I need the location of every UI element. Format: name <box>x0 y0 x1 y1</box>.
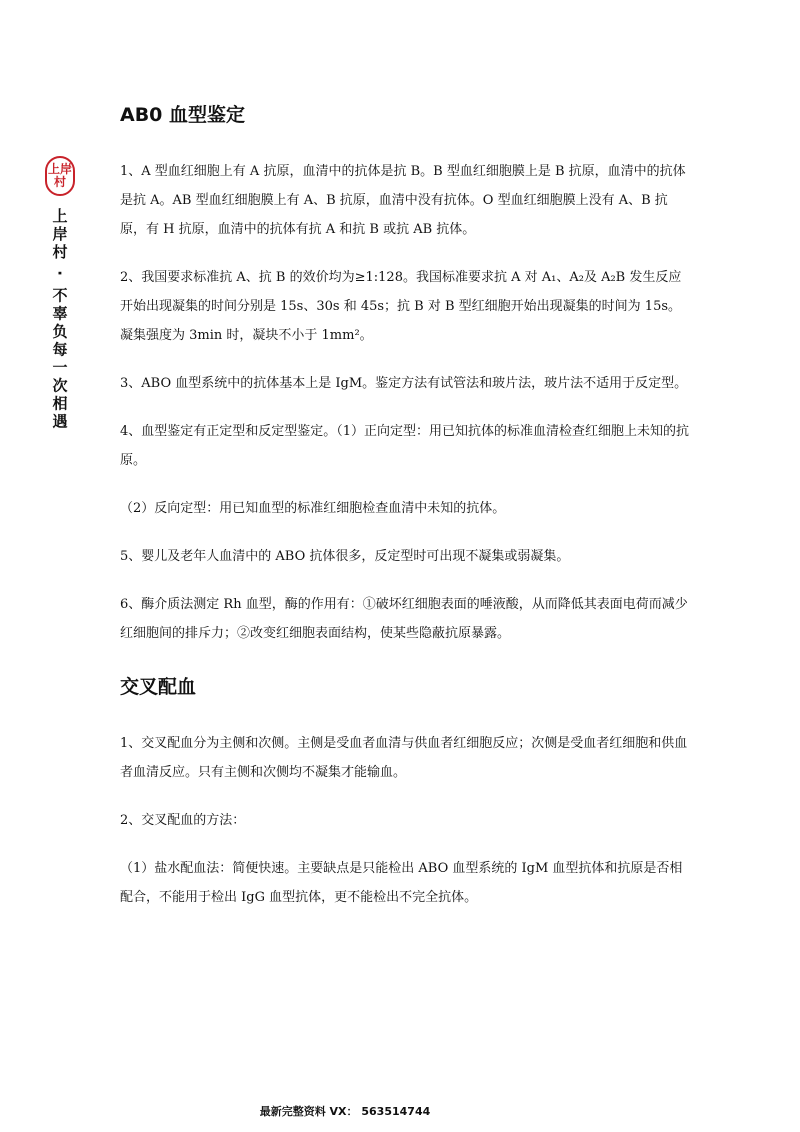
crossmatch-paragraph-1: 1、交叉配血分为主侧和次侧。主侧是受血者血清与供血者红细胞反应；次侧是受血者红细胞和供血者血清反应。只有主侧和次侧均不凝集才能输血。 <box>120 736 688 780</box>
abo-paragraph-5: （2）反向定型：用已知血型的标准红细胞检查血清中未知的抗体。 <box>120 501 506 516</box>
section-title-crossmatch: 交叉配血 <box>120 676 197 698</box>
abo-paragraph-2: 2、我国要求标准抗 A、抗 B 的效价均为≥1:128。我国标准要求抗 A 对 A₁、A₂及 A₂B 发生反应开始出现凝集的时间分别是 15s、30s 和 45s；抗 B 对 B 型红细胞开始出现凝集的时间为 15s。凝集强度为 3min 时，凝块不小于 1mm²。 <box>120 270 682 343</box>
crossmatch-paragraph-3: （1）盐水配血法：简便快速。主要缺点是只能检出 ABO 血型系统的 IgM 血型抗体和抗原是否相配合，不能用于检出 IgG 血型抗体，更不能检出不完全抗体。 <box>120 861 683 905</box>
document-body <box>120 100 690 912</box>
section-title-abo: AB0 血型鉴定 <box>120 104 246 126</box>
crossmatch-paragraph-2: 2、交叉配血的方法： <box>120 813 246 828</box>
abo-paragraph-3: 3、ABO 血型系统中的抗体基本上是 IgM。鉴定方法有试管法和玻片法，玻片法不适用于反定型。 <box>120 376 688 391</box>
abo-paragraph-6: 5、婴儿及老年人血清中的 ABO 抗体很多，反定型时可出现不凝集或弱凝集。 <box>120 549 570 564</box>
abo-paragraph-1: 1、A 型血红细胞上有 A 抗原，血清中的抗体是抗 B。B 型血红细胞膜上是 B 抗原，血清中的抗体是抗 A。AB 型血红细胞膜上有 A、B 抗原，血清中没有抗体。O 型血红细胞膜上没有 A、B 抗原，有 H 抗原，血清中的抗体有抗 A 和抗 B 或抗 AB 抗体。 <box>120 164 686 237</box>
sidebar-branding <box>40 156 80 431</box>
footer-contact: 最新完整资料 VX： 563514744 <box>259 1105 431 1118</box>
abo-paragraph-7: 6、酶介质法测定 Rh 血型，酶的作用有：①破坏红细胞表面的唾液酸，从而降低其表面电荷而减少红细胞间的排斥力；②改变红细胞表面结构，使某些隐蔽抗原暴露。 <box>120 597 688 641</box>
logo-seal: 上岸 村 <box>45 156 75 196</box>
abo-paragraph-4: 4、血型鉴定有正定型和反定型鉴定。（1）正向定型：用已知抗体的标准血清检查红细胞上未知的抗原。 <box>120 424 690 468</box>
brand-slogan: 上岸村 · 不辜负每一次相遇 <box>50 208 69 432</box>
